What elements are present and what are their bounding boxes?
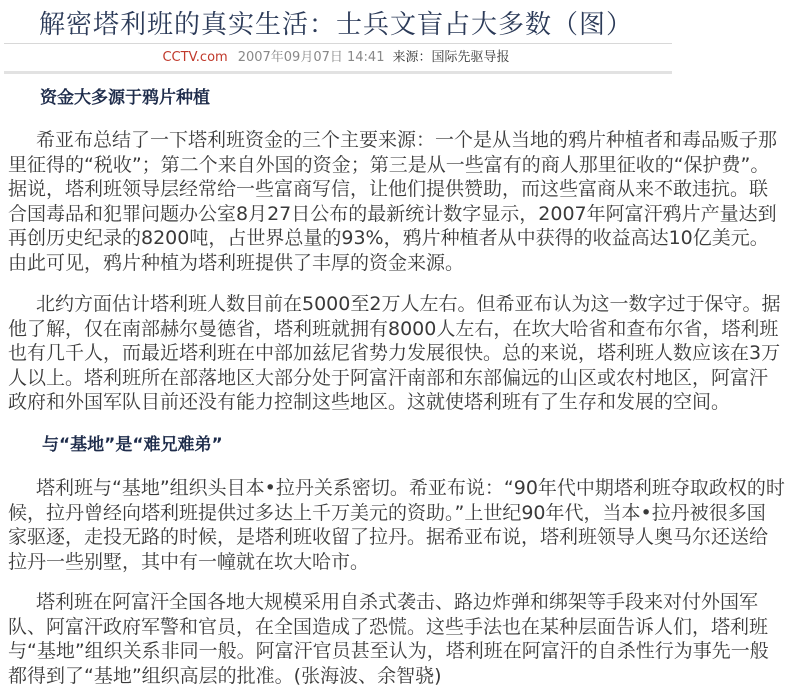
paragraph (8, 590, 769, 688)
site-link[interactable]: CCTV.com (162, 50, 228, 65)
paragraph-line: 合国毒品和犯罪问题办公室8月27日公布的最新统计数字显示，2007年阿富汗鸦片产量达到 (8, 202, 777, 225)
paragraph-line: 人以上。塔利班所在部落地区大部分处于阿富汗南部和东部偏远的山区或农村地区，阿富汗 (8, 366, 769, 389)
paragraph-line: 家驱逐，走投无路的时候，是塔利班收留了拉丹。据希亚布说，塔利班领导人奥马尔还送给 (8, 526, 769, 548)
source-name: 国际先驱导报 (431, 50, 510, 65)
paragraph-line: 拉丹一些别墅，其中有一幢就在坎大哈市。 (8, 550, 370, 573)
paragraph-line: 与“基地”组织关系非同一般。阿富汗官员甚至认为，塔利班在阿富汗的自杀性行为事先一般 (8, 640, 769, 662)
publish-datetime: 2007年09月07日 14:41 (237, 50, 385, 65)
paragraph-line: 也有几千人，而最近塔利班在中部加兹尼省势力发展很快。总的来说，塔利班人数应该在3万 (8, 342, 781, 364)
meta-divider (4, 71, 672, 74)
paragraph-line: 塔利班在阿富汗全国各地大规模采用自杀式袭击、路边炸弹和绑架等手段来对付外国军 (36, 591, 759, 613)
paragraph-line: 由此可见，鸦片种植为塔利班提供了丰厚的资金来源。 (8, 251, 465, 274)
paragraph-line: 北约方面估计塔利班人数目前在5000至2万人左右。但希亚布认为这一数字过于保守。据 (36, 293, 781, 315)
paragraph (8, 476, 785, 574)
paragraph-line: 队、阿富汗政府军警和官员，在全国造成了恐慌。这些手法也在某种层面告诉人们，塔利班 (8, 615, 769, 638)
paragraph-line: 他了解，仅在南部赫尔曼德省，塔利班就拥有8000人左右，在坎大哈省和查布尔省，塔利班 (8, 317, 779, 340)
paragraph (8, 128, 778, 275)
paragraph-line: 里征得的“税收”；第二个来自外国的资金；第三是从一些富有的商人那里征收的“保护费”。 (8, 153, 770, 176)
paragraph-line: 政府和外国军队目前还没有能力控制这些地区。这就使塔利班有了生存和发展的空间。 (8, 391, 731, 413)
title-divider (4, 43, 672, 44)
article-title: 解密塔利班的真实生活：士兵文盲占大多数（图） (38, 10, 633, 40)
paragraph-line: 候，拉丹曾经向塔利班提供过多达上千万美元的资助。”上世纪90年代，当本•拉丹被很多国 (8, 501, 766, 524)
paragraph-line: 再创历史纪录的8200吨，占世界总量的93%，鸦片种植者从中获得的收益高达10亿美元。 (8, 227, 769, 249)
paragraph-line: 塔利班与“基地”组织头目本•拉丹关系密切。希亚布说：“90年代中期塔利班夺取政权的时 (36, 477, 785, 499)
paragraph (8, 292, 781, 415)
source-label: 来源： (392, 50, 432, 65)
paragraph-line: 据说，塔利班领导层经常给一些富商写信，让他们提供赞助，而这些富商从来不敢违抗。联 (8, 178, 769, 200)
section-heading: 资金大多源于鸦片种植 (40, 88, 210, 108)
section-heading: 与“基地”是“难兄难弟” (42, 435, 223, 455)
paragraph-line: 希亚布总结了一下塔利班资金的三个主要来源：一个是从当地的鸦片种植者和毒品贩子那 (36, 129, 778, 151)
article-meta (0, 49, 672, 67)
paragraph-line: 都得到了“基地”组织高层的批准。(张海波、余智骁) (8, 664, 442, 687)
